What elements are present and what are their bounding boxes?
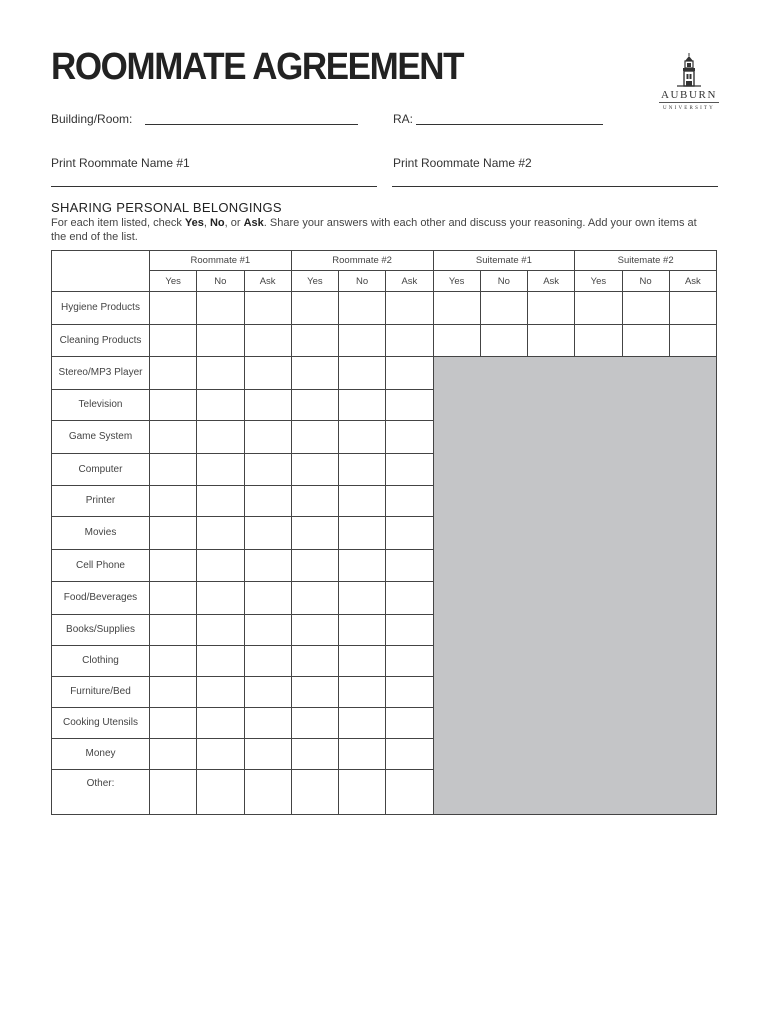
- item-label: Books/Supplies: [52, 615, 150, 646]
- check-cell[interactable]: [386, 517, 433, 550]
- option-header: Yes: [150, 271, 197, 292]
- check-cell[interactable]: [339, 646, 386, 677]
- check-cell[interactable]: [244, 454, 291, 486]
- check-cell[interactable]: [197, 486, 244, 517]
- instruction-text: For each item listed, check: [51, 217, 185, 229]
- check-cell[interactable]: [150, 739, 197, 770]
- check-cell[interactable]: [339, 486, 386, 517]
- check-cell[interactable]: [197, 582, 244, 615]
- check-cell[interactable]: [150, 292, 197, 325]
- check-cell[interactable]: [244, 615, 291, 646]
- check-cell[interactable]: [244, 325, 291, 357]
- check-cell[interactable]: [291, 770, 338, 815]
- check-cell[interactable]: [528, 325, 575, 357]
- item-label: Hygiene Products: [52, 292, 150, 325]
- option-header: Yes: [433, 271, 480, 292]
- option-header: No: [622, 271, 669, 292]
- table-row: [52, 357, 717, 390]
- check-cell[interactable]: [339, 615, 386, 646]
- check-cell[interactable]: [339, 454, 386, 486]
- check-cell[interactable]: [291, 421, 338, 454]
- logo-subtitle: UNIVERSITY: [663, 106, 715, 111]
- check-cell[interactable]: [480, 325, 527, 357]
- check-cell[interactable]: [480, 292, 527, 325]
- check-cell[interactable]: [339, 582, 386, 615]
- check-cell[interactable]: [291, 708, 338, 739]
- group-header: Roommate #2: [291, 251, 433, 271]
- check-cell[interactable]: [291, 646, 338, 677]
- check-cell[interactable]: [244, 357, 291, 390]
- check-cell[interactable]: [669, 292, 716, 325]
- roommate2-name-label: Print Roommate Name #2: [393, 156, 532, 170]
- check-cell[interactable]: [197, 357, 244, 390]
- tower-icon: [657, 52, 721, 88]
- item-label: Clothing: [52, 646, 150, 677]
- option-header: No: [480, 271, 527, 292]
- check-cell[interactable]: [339, 517, 386, 550]
- check-cell[interactable]: [291, 517, 338, 550]
- check-cell[interactable]: [244, 292, 291, 325]
- option-no-text: No: [209, 217, 225, 229]
- check-cell[interactable]: [339, 390, 386, 421]
- check-cell[interactable]: [197, 677, 244, 708]
- check-cell[interactable]: [150, 550, 197, 582]
- check-cell[interactable]: [197, 390, 244, 421]
- check-cell[interactable]: [197, 550, 244, 582]
- roommate2-name-field[interactable]: [392, 186, 718, 187]
- instruction-text: . Share your answers with each other and discuss your reasoning. Add your own items at the end of the list.: [51, 217, 697, 243]
- option-header: No: [339, 271, 386, 292]
- check-cell[interactable]: [150, 357, 197, 390]
- option-header: Ask: [669, 271, 716, 292]
- check-cell[interactable]: [244, 739, 291, 770]
- check-cell[interactable]: [291, 292, 338, 325]
- check-cell[interactable]: [150, 582, 197, 615]
- check-cell[interactable]: [150, 770, 197, 815]
- option-header: Ask: [386, 271, 433, 292]
- check-cell[interactable]: [291, 677, 338, 708]
- check-cell[interactable]: [150, 708, 197, 739]
- check-cell[interactable]: [197, 708, 244, 739]
- check-cell[interactable]: [339, 677, 386, 708]
- check-cell[interactable]: [197, 615, 244, 646]
- check-cell[interactable]: [244, 486, 291, 517]
- check-cell[interactable]: [386, 486, 433, 517]
- check-cell[interactable]: [386, 582, 433, 615]
- option-header: Ask: [244, 271, 291, 292]
- check-cell[interactable]: [244, 421, 291, 454]
- check-cell[interactable]: [244, 390, 291, 421]
- check-cell[interactable]: [339, 421, 386, 454]
- check-cell[interactable]: [150, 325, 197, 357]
- item-label: Computer: [52, 454, 150, 486]
- check-cell[interactable]: [386, 325, 433, 357]
- check-cell[interactable]: [291, 582, 338, 615]
- item-label: Cell Phone: [52, 550, 150, 582]
- table-row: [52, 292, 717, 325]
- check-cell[interactable]: [244, 517, 291, 550]
- check-cell[interactable]: [386, 708, 433, 739]
- check-cell[interactable]: [339, 325, 386, 357]
- check-cell[interactable]: [197, 646, 244, 677]
- check-cell[interactable]: [386, 292, 433, 325]
- check-cell[interactable]: [339, 770, 386, 815]
- check-cell[interactable]: [386, 677, 433, 708]
- check-cell[interactable]: [339, 550, 386, 582]
- check-cell[interactable]: [291, 486, 338, 517]
- roommate1-name-field[interactable]: [51, 186, 377, 187]
- check-cell[interactable]: [291, 325, 338, 357]
- check-cell[interactable]: [197, 517, 244, 550]
- separator-text: , or: [224, 217, 244, 229]
- option-header: Yes: [291, 271, 338, 292]
- check-cell[interactable]: [339, 357, 386, 390]
- item-label: Food/Beverages: [52, 582, 150, 615]
- item-label: Stereo/MP3 Player: [52, 357, 150, 390]
- check-cell[interactable]: [150, 486, 197, 517]
- check-cell[interactable]: [339, 739, 386, 770]
- item-label: Other:: [52, 770, 150, 815]
- check-cell[interactable]: [386, 615, 433, 646]
- corner-cell: [52, 251, 150, 292]
- item-label: Furniture/Bed: [52, 677, 150, 708]
- check-cell[interactable]: [244, 677, 291, 708]
- check-cell[interactable]: [433, 292, 480, 325]
- building-room-field[interactable]: [145, 124, 358, 125]
- table-row: [52, 325, 717, 357]
- check-cell[interactable]: [150, 615, 197, 646]
- check-cell[interactable]: [150, 517, 197, 550]
- check-cell[interactable]: [291, 390, 338, 421]
- check-cell[interactable]: [150, 454, 197, 486]
- check-cell[interactable]: [150, 421, 197, 454]
- separator-text: ,: [203, 217, 210, 229]
- item-label: Printer: [52, 486, 150, 517]
- check-cell[interactable]: [386, 390, 433, 421]
- check-cell[interactable]: [197, 292, 244, 325]
- ra-field[interactable]: [416, 124, 603, 125]
- check-cell[interactable]: [150, 390, 197, 421]
- section-heading: SHARING PERSONAL BELONGINGS: [51, 200, 282, 215]
- option-ask-text: Ask: [243, 217, 264, 229]
- check-cell[interactable]: [291, 739, 338, 770]
- check-cell[interactable]: [197, 739, 244, 770]
- check-cell[interactable]: [197, 454, 244, 486]
- check-cell[interactable]: [244, 550, 291, 582]
- page-title: ROOMMATE AGREEMENT: [51, 46, 464, 88]
- item-label: Cleaning Products: [52, 325, 150, 357]
- item-label: Game System: [52, 421, 150, 454]
- building-room-label: Building/Room:: [51, 112, 133, 126]
- ra-label: RA:: [393, 112, 414, 126]
- check-cell[interactable]: [575, 292, 622, 325]
- check-cell[interactable]: [291, 550, 338, 582]
- option-header: Yes: [575, 271, 622, 292]
- auburn-university-logo: [657, 52, 721, 118]
- group-header: Suitemate #2: [575, 251, 717, 271]
- check-cell[interactable]: [244, 646, 291, 677]
- check-cell[interactable]: [622, 325, 669, 357]
- check-cell[interactable]: [528, 292, 575, 325]
- item-label: Cooking Utensils: [52, 708, 150, 739]
- check-cell[interactable]: [197, 325, 244, 357]
- section-instructions: [51, 216, 713, 244]
- check-cell[interactable]: [433, 325, 480, 357]
- check-cell[interactable]: [575, 325, 622, 357]
- shaded-suitemate-area: [433, 357, 717, 815]
- check-cell[interactable]: [197, 770, 244, 815]
- check-cell[interactable]: [386, 357, 433, 390]
- check-cell[interactable]: [339, 708, 386, 739]
- check-cell[interactable]: [669, 325, 716, 357]
- item-label: Television: [52, 390, 150, 421]
- check-cell[interactable]: [386, 550, 433, 582]
- option-header: Ask: [528, 271, 575, 292]
- roommate1-name-label: Print Roommate Name #1: [51, 156, 190, 170]
- check-cell[interactable]: [386, 454, 433, 486]
- check-cell[interactable]: [244, 770, 291, 815]
- group-header: Roommate #1: [150, 251, 292, 271]
- check-cell[interactable]: [291, 454, 338, 486]
- check-cell[interactable]: [150, 646, 197, 677]
- check-cell[interactable]: [386, 421, 433, 454]
- check-cell[interactable]: [244, 582, 291, 615]
- check-cell[interactable]: [197, 421, 244, 454]
- check-cell[interactable]: [386, 770, 433, 815]
- item-label: Money: [52, 739, 150, 770]
- check-cell[interactable]: [386, 739, 433, 770]
- check-cell[interactable]: [291, 357, 338, 390]
- option-yes-text: Yes: [184, 217, 204, 229]
- check-cell[interactable]: [150, 677, 197, 708]
- item-label: Movies: [52, 517, 150, 550]
- check-cell[interactable]: [339, 292, 386, 325]
- logo-rule: [659, 102, 719, 103]
- option-header: No: [197, 271, 244, 292]
- check-cell[interactable]: [291, 615, 338, 646]
- check-cell[interactable]: [622, 292, 669, 325]
- check-cell[interactable]: [244, 708, 291, 739]
- belongings-table: [51, 250, 717, 815]
- check-cell[interactable]: [386, 646, 433, 677]
- logo-wordmark: AUBURN: [660, 89, 718, 101]
- group-header: Suitemate #1: [433, 251, 575, 271]
